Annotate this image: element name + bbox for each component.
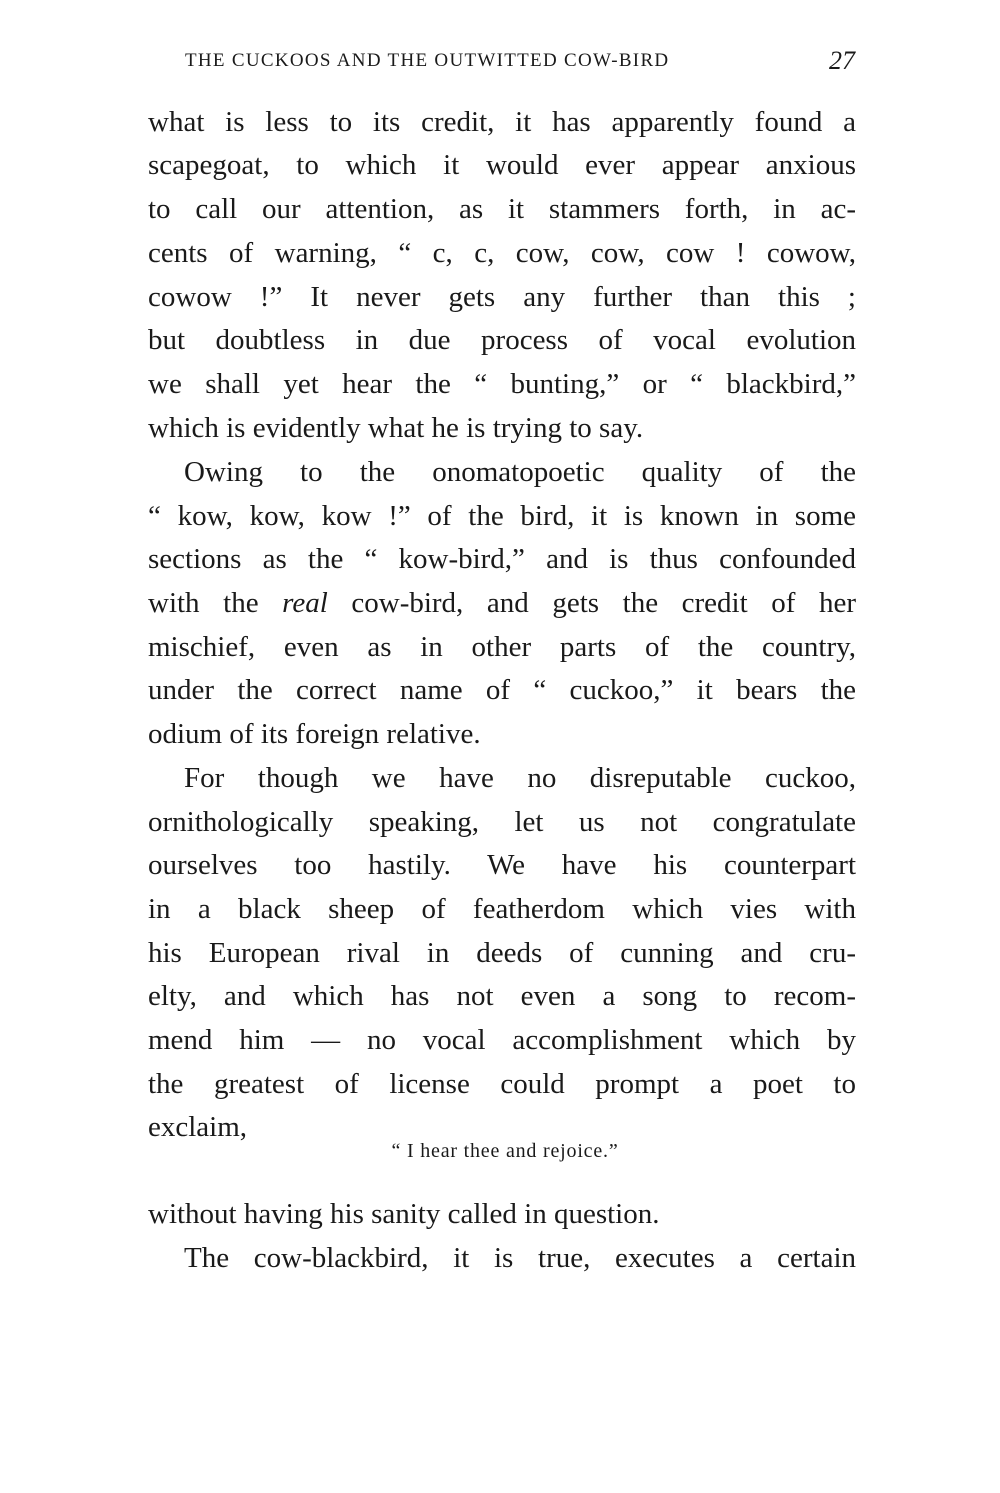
text-line: mend him — no vocal accomplishment which by (148, 1024, 856, 1056)
text-segment: with the (148, 587, 259, 619)
text-line: under the correct name of “ cuckoo,” it bears the (148, 674, 856, 706)
text-line (148, 585, 856, 621)
text-line: sections as the “ kow-bird,” and is thus confounded (148, 543, 856, 575)
text-line: without having his sanity called in question. (148, 1198, 660, 1230)
paragraph-start-line: For though we have no disreputable cuckoo, (184, 762, 856, 794)
text-line: which is evidently what he is trying to say. (148, 412, 644, 444)
text-line: to call our attention, as it stammers forth, in ac- (148, 193, 856, 225)
text-line: his European rival in deeds of cunning and cru- (148, 937, 856, 969)
text-line: mischief, even as in other parts of the country, (148, 631, 856, 663)
text-line: in a black sheep of featherdom which vies with (148, 893, 856, 925)
text-line: odium of its foreign relative. (148, 718, 481, 750)
block-quotation: “ I hear thee and rejoice.” (391, 1140, 619, 1162)
text-line: ornithologically speaking, let us not congratulate (148, 806, 856, 838)
text-line: “ kow, kow, kow !” of the bird, it is known in some (148, 500, 856, 532)
paragraph-start-line: The cow-blackbird, it is true, executes a certain (184, 1242, 856, 1274)
text-line: scapegoat, to which it would ever appear anxious (148, 149, 856, 181)
text-line: ourselves too hastily. We have his counterpart (148, 849, 856, 881)
text-line: elty, and which has not even a song to recom- (148, 980, 856, 1012)
running-head (185, 46, 855, 78)
paragraph-start-line: Owing to the onomatopoetic quality of the (184, 456, 856, 488)
running-title: THE CUCKOOS AND THE OUTWITTED COW-BIRD (185, 50, 670, 71)
text-line: cowow !” It never gets any further than this ; (148, 281, 856, 313)
italic-emphasis: real (282, 587, 328, 619)
text-line: cents of warning, “ c, c, cow, cow, cow ! cowow, (148, 237, 856, 269)
text-line: exclaim, (148, 1111, 248, 1143)
page-number: 27 (829, 46, 855, 75)
text-line: we shall yet hear the “ bunting,” or “ blackbird,” (148, 368, 856, 400)
text-line: but doubtless in due process of vocal evolution (148, 324, 856, 356)
text-segment: cow-bird, and gets the credit of her (351, 587, 856, 619)
text-line: what is less to its credit, it has apparently found a (148, 106, 856, 138)
text-line: the greatest of license could prompt a poet to (148, 1068, 856, 1100)
